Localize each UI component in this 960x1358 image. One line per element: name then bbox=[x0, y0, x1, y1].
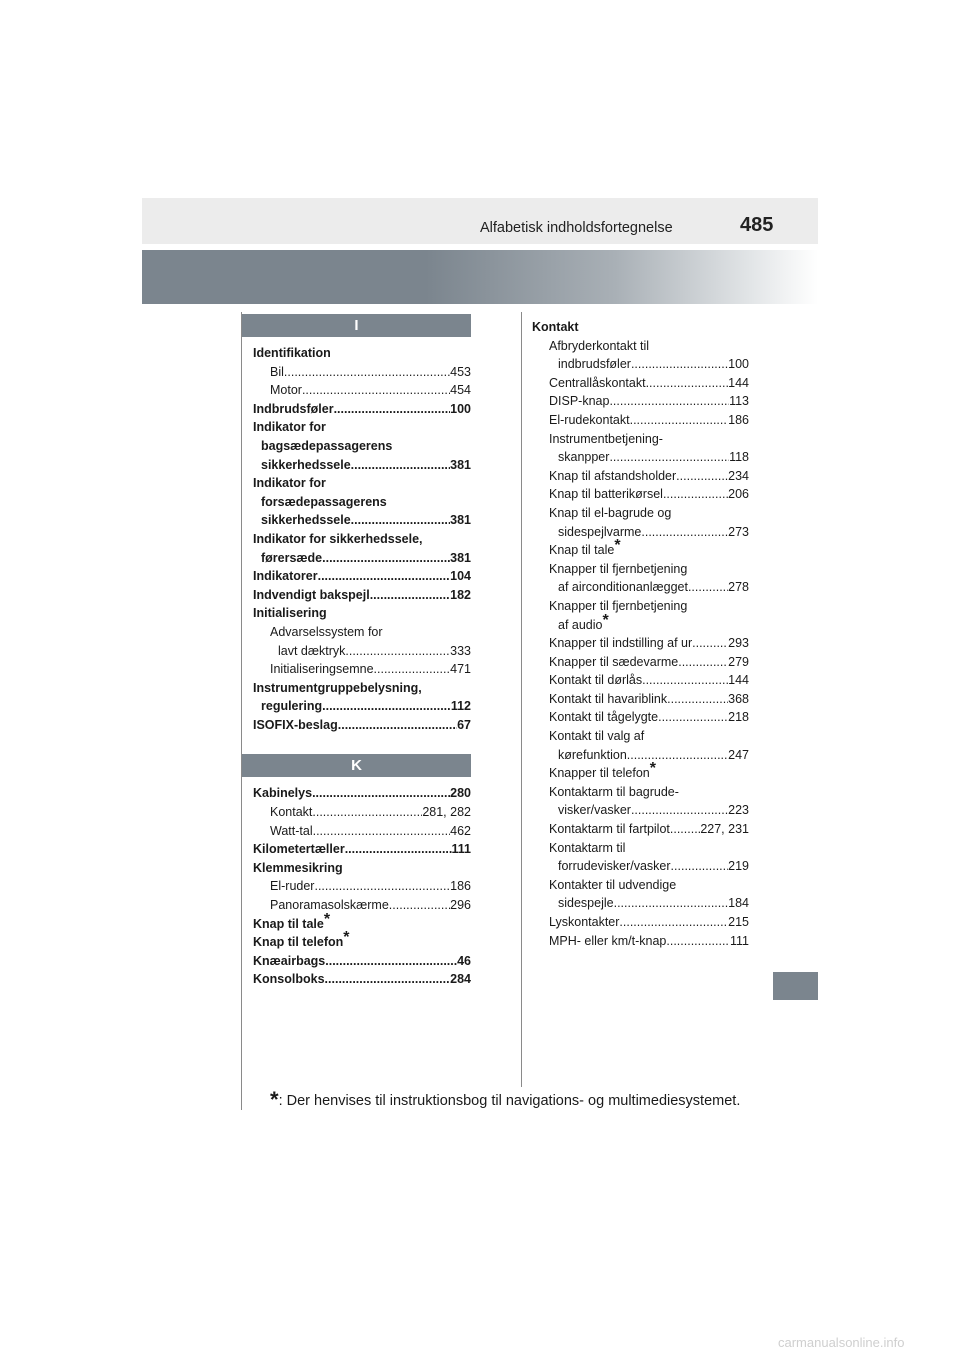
index-entry: Lyskontakter ..... 215 bbox=[532, 913, 749, 932]
index-entry: Kontakt bbox=[532, 320, 579, 334]
index-entry: DISP-knap ..... 113 bbox=[532, 392, 749, 411]
index-entry: forsædepassagerens bbox=[261, 494, 387, 509]
index-entry: Kontakt til dørlås ..... 144 bbox=[532, 671, 749, 690]
index-entry: Kontakt til havariblink ..... 368 bbox=[532, 690, 749, 709]
column-divider bbox=[521, 312, 522, 1087]
index-entry: Knapper til sædevarme ..... 279 bbox=[532, 653, 749, 672]
index-entry: Knapper til fjernbetjening bbox=[549, 598, 688, 613]
index-entry: sikkerhedssele ..... 381 bbox=[253, 511, 471, 530]
index-entry: Knapper til telefon* bbox=[549, 760, 656, 781]
index-entry: sikkerhedssele ..... 381 bbox=[253, 456, 471, 475]
index-entry: Konsolboks ..... 284 bbox=[253, 970, 471, 989]
index-entry: Initialiseringsemne ..... 471 bbox=[253, 660, 471, 679]
index-entry: Kontakter til udvendige bbox=[549, 877, 677, 892]
index-entry: Instrumentgruppebelysning, bbox=[253, 680, 422, 695]
index-entry: Knæairbags ..... 46 bbox=[253, 952, 471, 971]
index-entry: førersæde ..... 381 bbox=[253, 549, 471, 568]
index-entry: Centrallåskontakt ..... 144 bbox=[532, 374, 749, 393]
index-entry: ISOFIX-beslag ..... 67 bbox=[253, 716, 471, 735]
left-margin-rule bbox=[241, 312, 242, 1110]
section-header-k: K bbox=[242, 754, 471, 777]
watermark: carmanualsonline.info bbox=[778, 1335, 905, 1350]
index-entry: Kilometertæller ..... 111 bbox=[253, 840, 471, 859]
index-entry: Advarselssystem for bbox=[270, 624, 383, 639]
index-entry: Knap til telefon* bbox=[253, 929, 350, 950]
index-entry: Knap til el-bagrude og bbox=[549, 505, 672, 520]
index-entry: Kontaktarm til bagrude- bbox=[549, 784, 679, 799]
index-entry: El-ruder ..... 186 bbox=[253, 877, 471, 896]
index-entry: Bil ..... 453 bbox=[253, 363, 471, 382]
index-entry: Indikatorer ..... 104 bbox=[253, 567, 471, 586]
index-entry: Indikator for bbox=[253, 420, 326, 435]
index-entry: af audio* bbox=[558, 611, 609, 632]
index-entry: Identifikation bbox=[253, 346, 331, 360]
footnote bbox=[270, 1087, 740, 1113]
index-entry: Knap til batterikørsel ..... 206 bbox=[532, 485, 749, 504]
index-entry: bagsædepassagerens bbox=[261, 438, 393, 453]
index-entry: Knap til tale* bbox=[549, 537, 621, 558]
footnote-text: : Der henvises til instruktionsbog til navigations- og multimediesystemet. bbox=[278, 1093, 741, 1109]
index-column-right bbox=[532, 318, 749, 950]
index-entry: lavt dæktryk ..... 333 bbox=[253, 642, 471, 661]
index-entry: Instrumentbetjening- bbox=[549, 431, 663, 446]
index-entry: Kontakt ..... 281, 282 bbox=[253, 803, 471, 822]
index-entry: Indikator for bbox=[253, 476, 326, 491]
index-entry: af airconditionanlægget ..... 278 bbox=[532, 578, 749, 597]
index-entry: Kabinelys ..... 280 bbox=[253, 784, 471, 803]
page-number: 485 bbox=[740, 214, 774, 236]
index-entry: Klemmesikring bbox=[253, 860, 343, 875]
index-entry: Knapper til fjernbetjening bbox=[549, 561, 688, 576]
index-entry: Knap til tale* bbox=[253, 910, 331, 931]
index-entry: sidespejlvarme ..... 273 bbox=[532, 523, 749, 542]
thumb-index-tab bbox=[773, 972, 818, 1000]
section-header-i: I bbox=[242, 314, 471, 337]
footnote-symbol: * bbox=[270, 1087, 279, 1112]
index-entry: kørefunktion ..... 247 bbox=[532, 746, 749, 765]
index-entry: Watt-tal ..... 462 bbox=[253, 822, 471, 841]
index-entry: Indvendigt bakspejl ..... 182 bbox=[253, 586, 471, 605]
index-entry: Indbrudsføler ..... 100 bbox=[253, 400, 471, 419]
index-entry: Kontaktarm til fartpilot ..... 227, 231 bbox=[532, 820, 749, 839]
index-entry: Kontaktarm til bbox=[549, 840, 626, 855]
index-entry: forrudevisker/vasker ..... 219 bbox=[532, 857, 749, 876]
index-entry: Kontakt til valg af bbox=[549, 729, 645, 744]
index-column-left bbox=[253, 314, 471, 989]
index-entry: regulering ..... 112 bbox=[253, 697, 471, 716]
page-title: Alfabetisk indholdsfortegnelse bbox=[480, 220, 673, 236]
index-entry: sidespejle ..... 184 bbox=[532, 894, 749, 913]
index-entry: visker/vasker ..... 223 bbox=[532, 801, 749, 820]
index-entry: skanpper ..... 118 bbox=[532, 448, 749, 467]
index-entry: Initialisering bbox=[253, 606, 327, 621]
index-entry: Knap til afstandsholder ..... 234 bbox=[532, 467, 749, 486]
index-entry: Knapper til indstilling af ur ..... 293 bbox=[532, 634, 749, 653]
index-entry: MPH- eller km/t-knap ..... 111 bbox=[532, 932, 749, 951]
index-entry: Afbryderkontakt til bbox=[549, 338, 650, 353]
index-entry: El-rudekontakt ..... 186 bbox=[532, 411, 749, 430]
index-entry: Indikator for sikkerhedssele, bbox=[253, 531, 423, 546]
index-entry: indbrudsføler ..... 100 bbox=[532, 355, 749, 374]
index-entry: Panoramasolskærme ..... 296 bbox=[253, 896, 471, 915]
header-gradient-band bbox=[142, 250, 818, 304]
index-entry: Kontakt til tågelygte ..... 218 bbox=[532, 708, 749, 727]
index-entry: Motor ..... 454 bbox=[253, 381, 471, 400]
